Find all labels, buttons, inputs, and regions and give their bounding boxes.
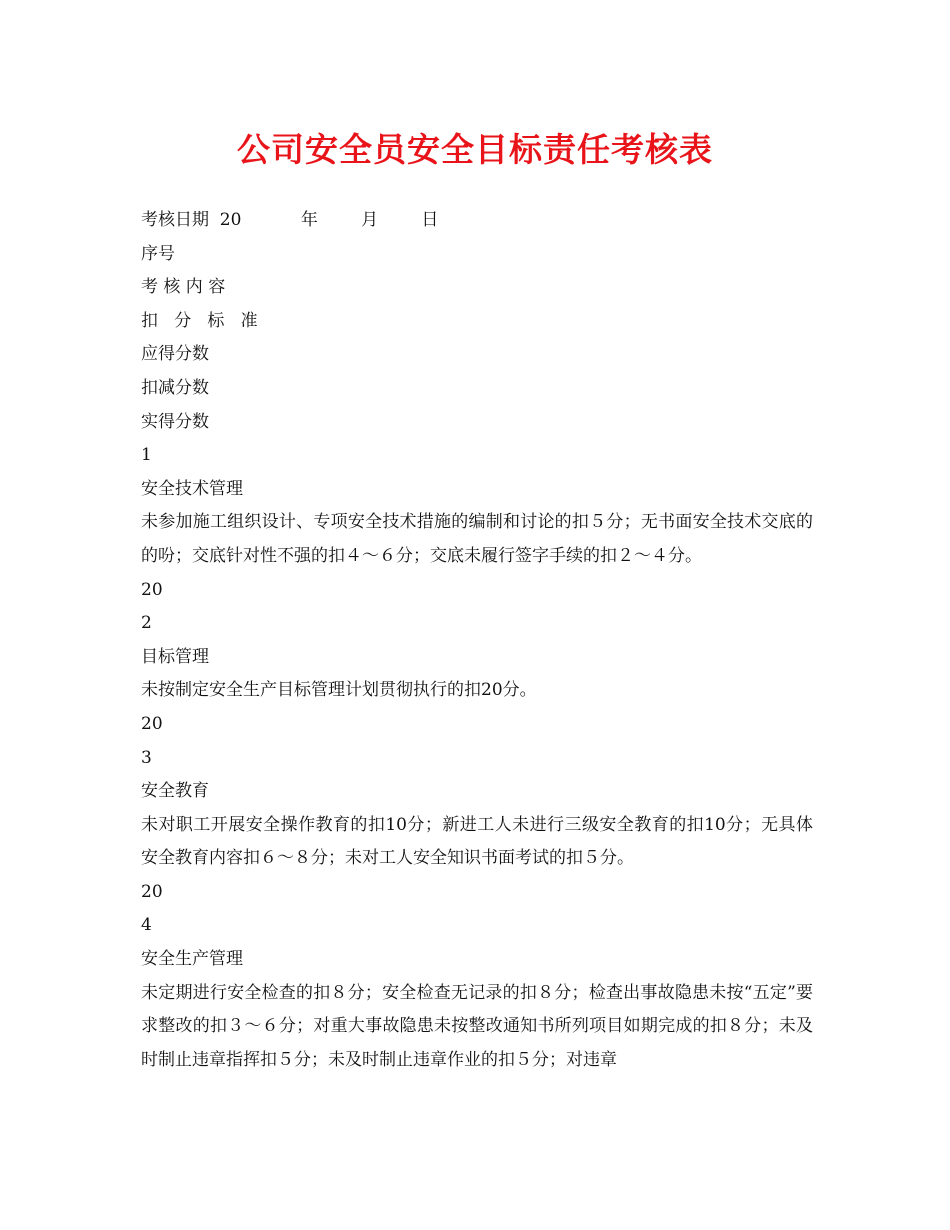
item-number: 1: [141, 445, 152, 466]
item-name: 目标管理: [141, 646, 209, 667]
item-score: 20: [141, 713, 163, 734]
item-number: 4: [141, 915, 152, 936]
header-deducted-score: 扣减分数: [141, 377, 209, 398]
item-number: 2: [141, 613, 152, 634]
item-standard: 未对职工开展安全操作教育的扣10分；新进工人未进行三级安全教育的扣10分；无具体安全教育内容扣６～８分；未对工人安全知识书面考试的扣５分。: [141, 814, 813, 869]
header-due-score: 应得分数: [141, 344, 209, 365]
item-standard: 未定期进行安全检查的扣８分；安全检查无记录的扣８分；检查出事故隐患未按“五定”要求整改的扣３～６分；对重大事故隐患未按整改通知书所列项目如期完成的扣８分；未及时制止违章指挥扣５分；未及时制止违章作业的扣５分；对违章: [141, 982, 813, 1070]
item-score: 20: [141, 881, 163, 902]
item-name: 安全教育: [141, 781, 209, 802]
header-actual-score: 实得分数: [141, 411, 209, 432]
document-body: [141, 204, 813, 1077]
item-score: 20: [141, 579, 163, 600]
item-name: 安全技术管理: [141, 478, 243, 499]
item-number: 3: [141, 747, 152, 768]
header-standard: 扣 分 标 准: [141, 310, 258, 331]
document-title: 公司安全员安全目标责任考核表: [237, 130, 713, 169]
item-standard: 未按制定安全生产目标管理计划贯彻执行的扣20分。: [141, 680, 537, 701]
assessment-date-line: 考核日期 20 年 月 日: [141, 210, 439, 230]
header-seq: 序号: [141, 243, 175, 264]
header-content: 考 核 内 容: [141, 277, 226, 298]
item-standard: 未参加施工组织设计、专项安全技术措施的编制和讨论的扣５分；无书面安全技术交底的的吩；交底针对性不强的扣４～６分；交底未履行签字手续的扣２～４分。: [141, 512, 813, 566]
item-name: 安全生产管理: [141, 949, 243, 970]
